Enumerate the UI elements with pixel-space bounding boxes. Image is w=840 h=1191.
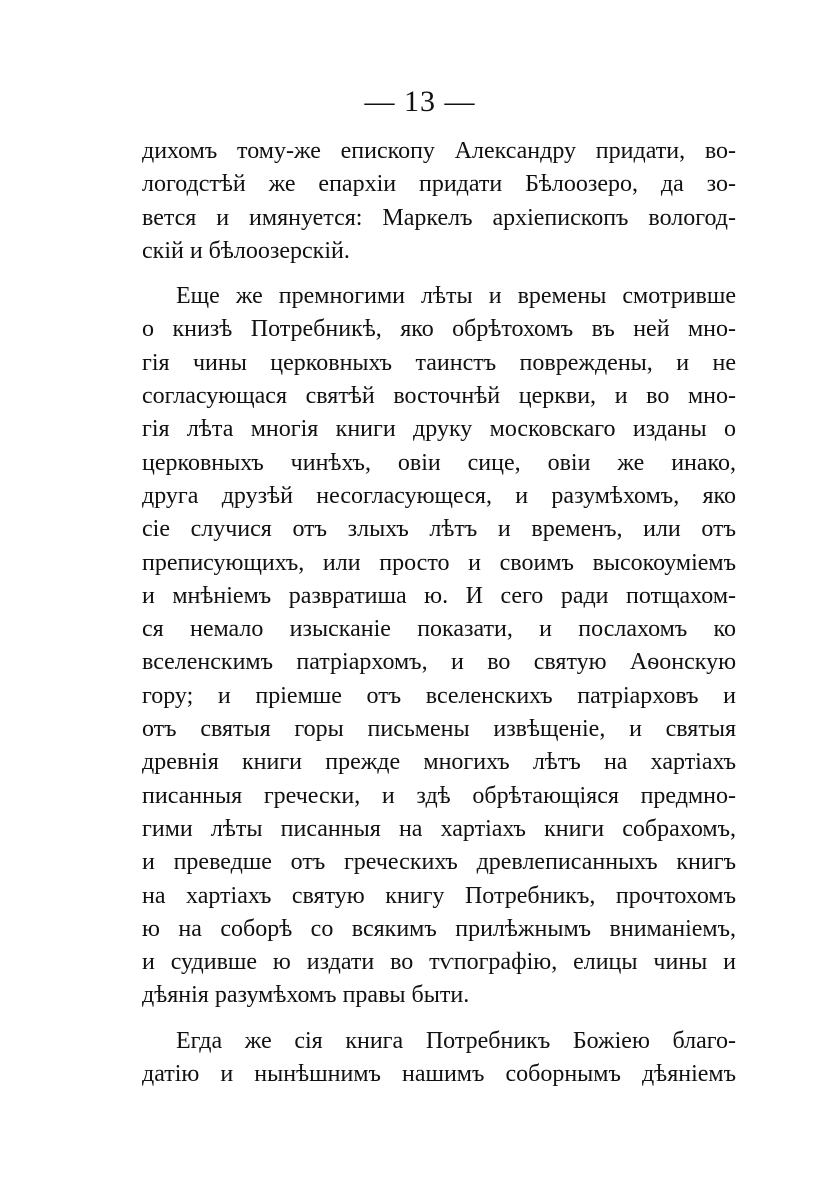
text-line: вселенскимъ патріархомъ, и во святую Аѳонскую <box>142 649 736 676</box>
text-line: на хартіахъ святую книгу Потребникъ, прочтохомъ <box>142 882 736 909</box>
paragraph <box>142 135 736 268</box>
text-line: Еще же премногими лѣты и времены смотривше <box>176 283 736 310</box>
text-line: Егда же сія книга Потребникъ Божіею благо- <box>176 1027 736 1054</box>
text-line: датію и нынѣшнимъ нашимъ соборнымъ дѣяніемъ <box>142 1061 736 1088</box>
text-line: церковныхъ чинѣхъ, овіи сице, овіи же инако, <box>142 449 736 476</box>
text-line: дѣянія разумѣхомъ правы быти. <box>142 982 470 1009</box>
text-line: друга друзѣй несогласующеся, и разумѣхомъ, яко <box>142 482 736 509</box>
text-line: гими лѣты писанныя на хартіахъ книги собрахомъ, <box>142 815 736 842</box>
text-line: гору; и пріемше отъ вселенскихъ патріарховъ и <box>142 682 736 709</box>
text-line: вется и имянуется: Маркелъ архіепископъ вологод- <box>142 204 736 231</box>
text-line: сіе случися отъ злыхъ лѣтъ и временъ, или отъ <box>142 516 736 543</box>
text-line: дихомъ тому-же епископу Александру придати, во- <box>142 138 736 164</box>
text-line: отъ святыя горы письмены извѣщеніе, и святыя <box>142 716 736 743</box>
text-line: о книзѣ Потребникѣ, яко обрѣтохомъ въ ней мно- <box>142 316 736 343</box>
text-line: и судивше ю издати во тѵпографію, елицы чины и <box>142 949 736 976</box>
text-line: древнія книги прежде многихъ лѣтъ на хартіахъ <box>142 749 736 776</box>
text-line: преписующихъ, или просто и своимъ высокоуміемъ <box>142 549 736 576</box>
text-line: гія лѣта многія книги друку московскаго изданы о <box>142 416 736 443</box>
text-line: ю на соборѣ со всякимъ прилѣжнымъ вниманіемъ, <box>142 915 736 942</box>
text-line: и преведше отъ греческихъ древлеписанныхъ книгъ <box>142 849 736 876</box>
body-text <box>142 135 736 1103</box>
text-line: скій и бѣлоозерскій. <box>142 237 350 264</box>
paragraph <box>142 1025 736 1092</box>
text-line: гія чины церковныхъ таинстъ повреждены, и не <box>142 349 736 376</box>
text-line: логодстѣй же епархіи придати Бѣлоозеро, да зо- <box>142 171 736 198</box>
text-line: ся немало изысканіе показати, и послахомъ ко <box>142 616 736 643</box>
paragraph <box>142 280 736 1013</box>
text-line: согласующася святѣй восточнѣй церкви, и во мно- <box>142 383 736 410</box>
text-line: писанныя гречески, и здѣ обрѣтающіяся предмно- <box>142 782 736 809</box>
text-line: и мнѣніемъ развратиша ю. И сего ради потщахом- <box>142 582 736 609</box>
page-number: — 13 — <box>364 85 476 118</box>
